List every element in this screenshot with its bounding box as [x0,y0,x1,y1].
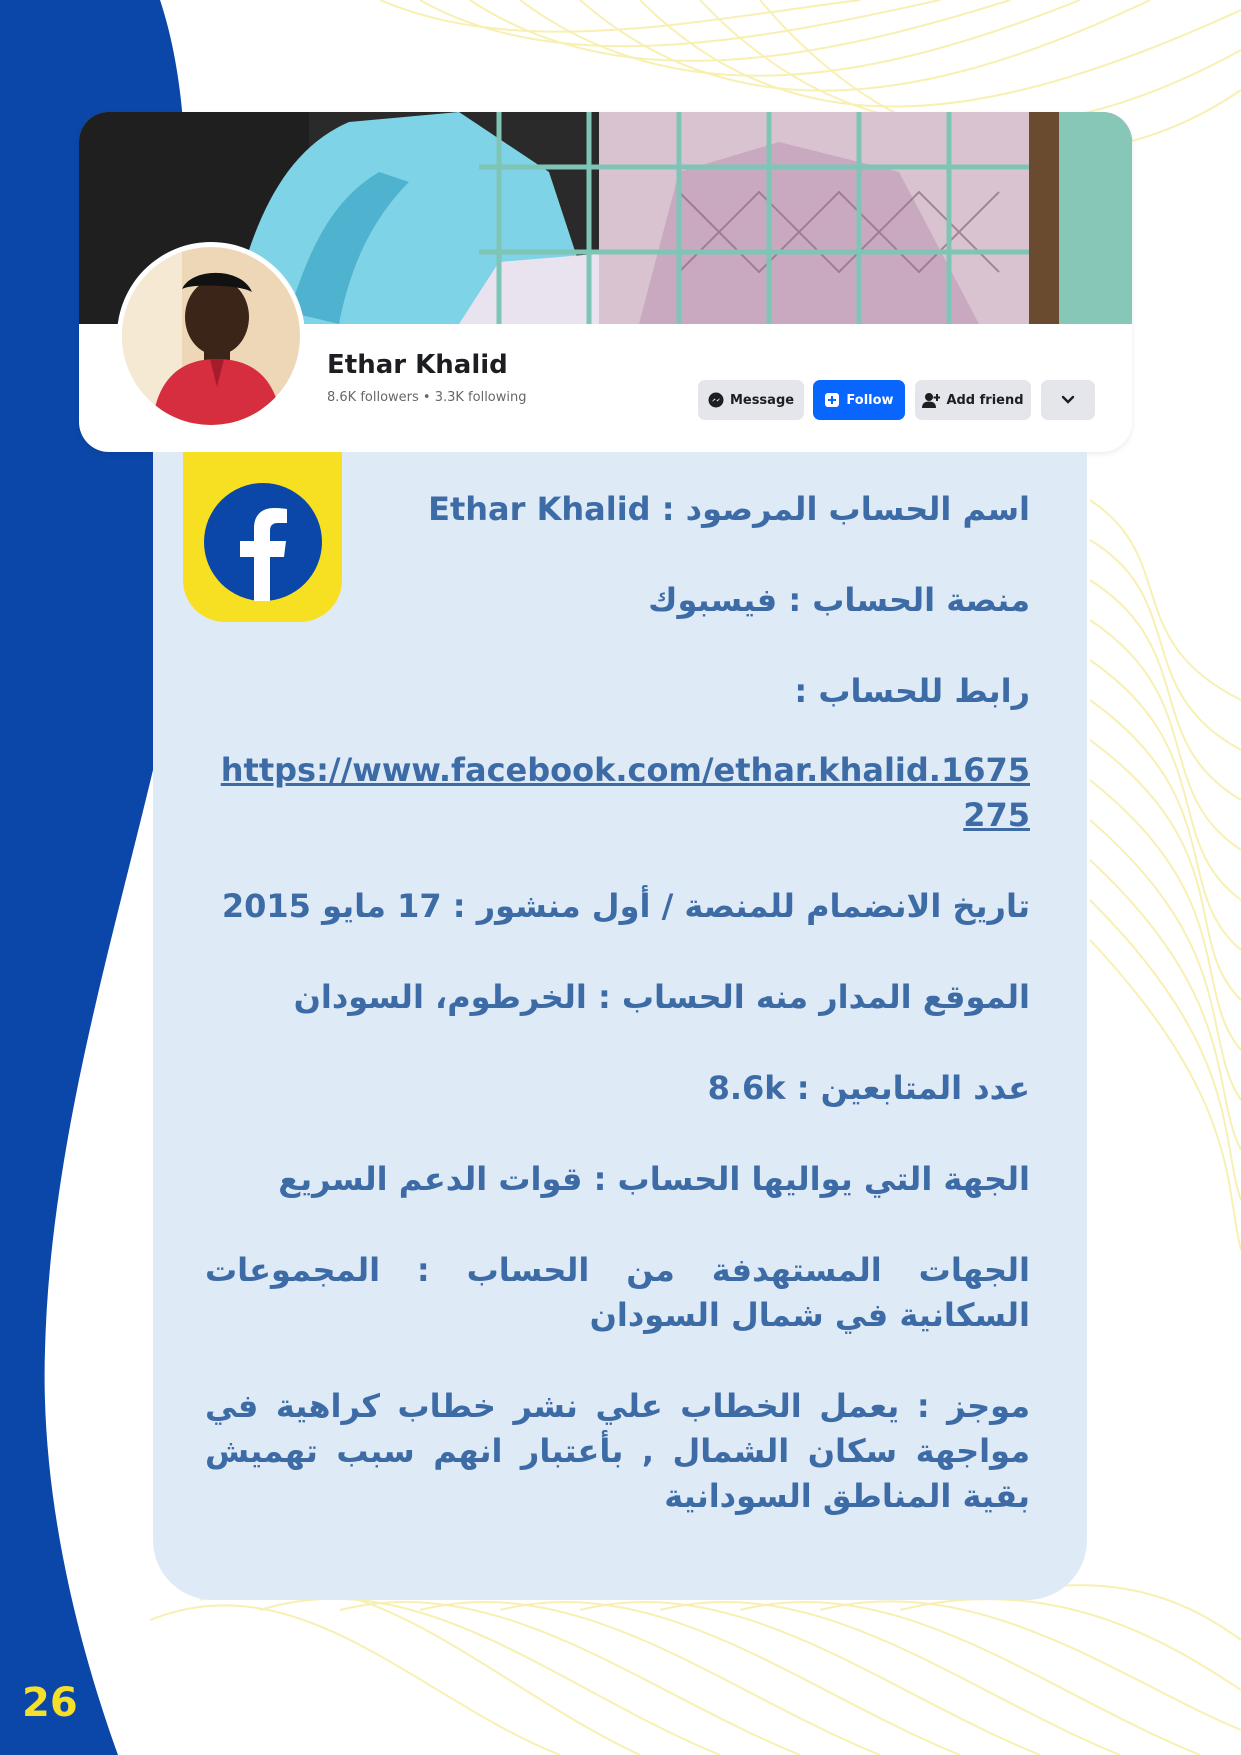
affiliation-row: الجهة التي يواليها الحساب : قوات الدعم السريع [278,1160,1030,1198]
profile-name[interactable]: Ethar Khalid [327,350,508,380]
follow-button-label: Follow [846,392,894,408]
targets-row: الجهات المستهدفة من الحساب : المجموعات السكانية في شمال السودان [205,1251,1030,1334]
more-options-button[interactable] [1041,380,1095,420]
platform-row: منصة الحساب : فيسبوك [648,581,1030,619]
facebook-profile-card [79,112,1132,452]
profile-follow-stats: 8.6K followers • 3.3K following [327,390,527,405]
summary-row: موجز : يعمل الخطاب علي نشر خطاب كراهية في مواجهة سكان الشمال , بأعتبار انهم سبب تهميش بقية المناطق السودانية [205,1387,1030,1515]
add-friend-button[interactable] [915,380,1031,420]
account-name-value: Ethar Khalid [428,490,651,528]
add-friend-button-label: Add friend [946,392,1024,408]
account-link-row [205,748,1030,838]
profile-avatar[interactable] [117,242,305,430]
message-button[interactable] [698,380,804,420]
account-name-row [205,487,1030,532]
account-info-list [205,487,1030,1565]
chevron-down-icon [1061,395,1075,405]
follow-plus-icon [824,392,840,408]
messenger-icon [708,392,724,408]
page-number: 26 [22,1680,78,1726]
account-name-label: اسم الحساب المرصود : [661,490,1030,528]
account-url-link[interactable]: https://www.facebook.com/ethar.khalid.1675275 [220,751,1030,834]
message-button-label: Message [729,392,795,408]
followers-row: عدد المتابعين : 8.6k [707,1069,1030,1107]
link-label-row: رابط للحساب : [794,672,1030,710]
location-row: الموقع المدار منه الحساب : الخرطوم، السودان [293,978,1030,1016]
add-friend-icon [922,392,940,408]
avatar-photo [122,247,300,425]
join-date-row: تاريخ الانضمام للمنصة / أول منشور : 17 مايو 2015 [221,887,1030,925]
follow-button[interactable] [813,380,905,420]
